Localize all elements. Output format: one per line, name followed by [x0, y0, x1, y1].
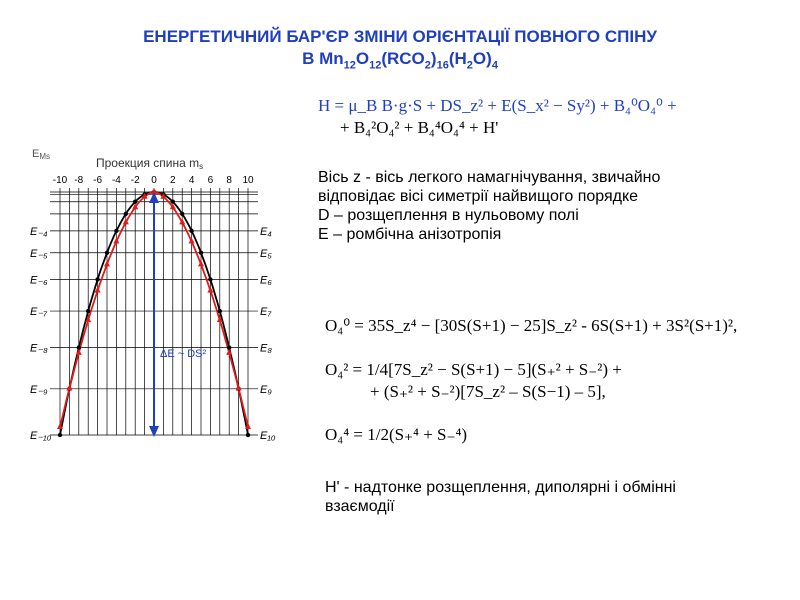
black-marker — [189, 229, 193, 233]
red-marker — [66, 384, 72, 390]
level-label-left: E₋₇ — [30, 306, 47, 319]
red-marker — [76, 349, 82, 355]
black-marker — [124, 212, 128, 216]
level-label-left: E₋₄ — [30, 225, 48, 238]
title-line-1: ЕНЕРГЕТИЧНИЙ БАР'ЄР ЗМІНИ ОРІЄНТАЦІЇ ПОВНОГО СПІНУ — [143, 27, 657, 46]
black-marker — [246, 433, 250, 437]
red-marker — [236, 384, 242, 390]
level-label-left: E₋₆ — [30, 274, 48, 287]
title-line-2: В $Mn_{12}O_{12}(RCO_2)_{16}(H_2O)_4$ — [302, 49, 498, 72]
x-tick-label: 6 — [207, 175, 214, 186]
x-tick-label: -10 — [52, 175, 68, 186]
operator-o42-a: O₄² = 1/4[7S_z² − S(S+1) − 5](S₊² + S₋²) + — [325, 360, 622, 379]
black-marker — [114, 229, 118, 233]
x-axis-title: Проекция спина ms — [96, 156, 204, 171]
black-marker — [95, 277, 99, 281]
x-tick-label: -8 — [74, 175, 84, 186]
black-marker — [208, 277, 212, 281]
black-marker — [180, 212, 184, 216]
black-marker — [218, 309, 222, 313]
black-marker — [58, 433, 62, 437]
black-marker — [105, 251, 109, 255]
slide-title — [0, 26, 800, 76]
level-label-right: E₅ — [260, 247, 272, 260]
note-2: відповідає вісі симетрії найвищого порядке — [318, 188, 639, 205]
x-tick-label: -6 — [93, 175, 103, 186]
x-tick-label: 4 — [188, 175, 195, 186]
note-1: Вісь z - вісь легкого намагнічування, звичайно — [318, 169, 661, 186]
level-label-left: E₋₉ — [30, 383, 48, 396]
operator-o40: O₄⁰ = 35S_z⁴ − [30S(S+1) − 25]S_z² - 6S(S+1) + 3S²(S+1)², — [325, 316, 738, 335]
x-tick-labels — [53, 175, 254, 186]
y-axis-label: EMs — [32, 148, 51, 161]
footer-line-2: взаємодії — [325, 498, 395, 515]
level-label-left: E₋₁₀ — [30, 430, 52, 442]
note-3: D – розщеплення в нульовому полі — [318, 207, 579, 224]
energy-barrier-diagram — [28, 145, 288, 455]
operator-o44: O₄⁴ = 1/2(S₊⁴ + S₋⁴) — [325, 425, 468, 444]
level-label-right: E₆ — [260, 274, 272, 287]
x-tick-label: -2 — [130, 175, 140, 186]
level-label-right: E₉ — [260, 383, 272, 396]
hamiltonian-line-1: H = μ_B B·g·S + DS_z² + E(S_x² − Sy²) + B₄⁰O₄⁰ + — [318, 96, 677, 115]
x-tick-label: -4 — [111, 175, 121, 186]
black-marker — [199, 251, 203, 255]
x-tick-label: 8 — [226, 175, 232, 186]
level-label-right: E₄ — [260, 225, 272, 238]
footer-line-1: H' - надтонке розщеплення, диполярні і обмінні — [325, 479, 676, 496]
level-label-right: E₇ — [260, 306, 272, 319]
level-label-right: E₈ — [260, 342, 272, 355]
x-tick-label: 2 — [170, 175, 176, 186]
hamiltonian-line-2: + B₄²O₄² + B₄⁴O₄⁴ + H' — [340, 118, 499, 137]
note-4: E – ромбічна анізотропія — [318, 226, 502, 243]
level-label-right: E₁₀ — [260, 430, 276, 442]
level-label-left: E₋₈ — [30, 342, 48, 355]
x-tick-label: 10 — [242, 175, 254, 186]
x-tick-label: 0 — [151, 175, 157, 186]
black-marker — [86, 309, 90, 313]
level-label-left: E₋₅ — [30, 247, 48, 260]
operator-o42-b: + (S₊² + S₋²)[7S_z² – S(S−1) – 5], — [370, 382, 606, 401]
red-marker — [226, 349, 232, 355]
barrier-label: ΔE ~ DS² — [160, 348, 207, 360]
